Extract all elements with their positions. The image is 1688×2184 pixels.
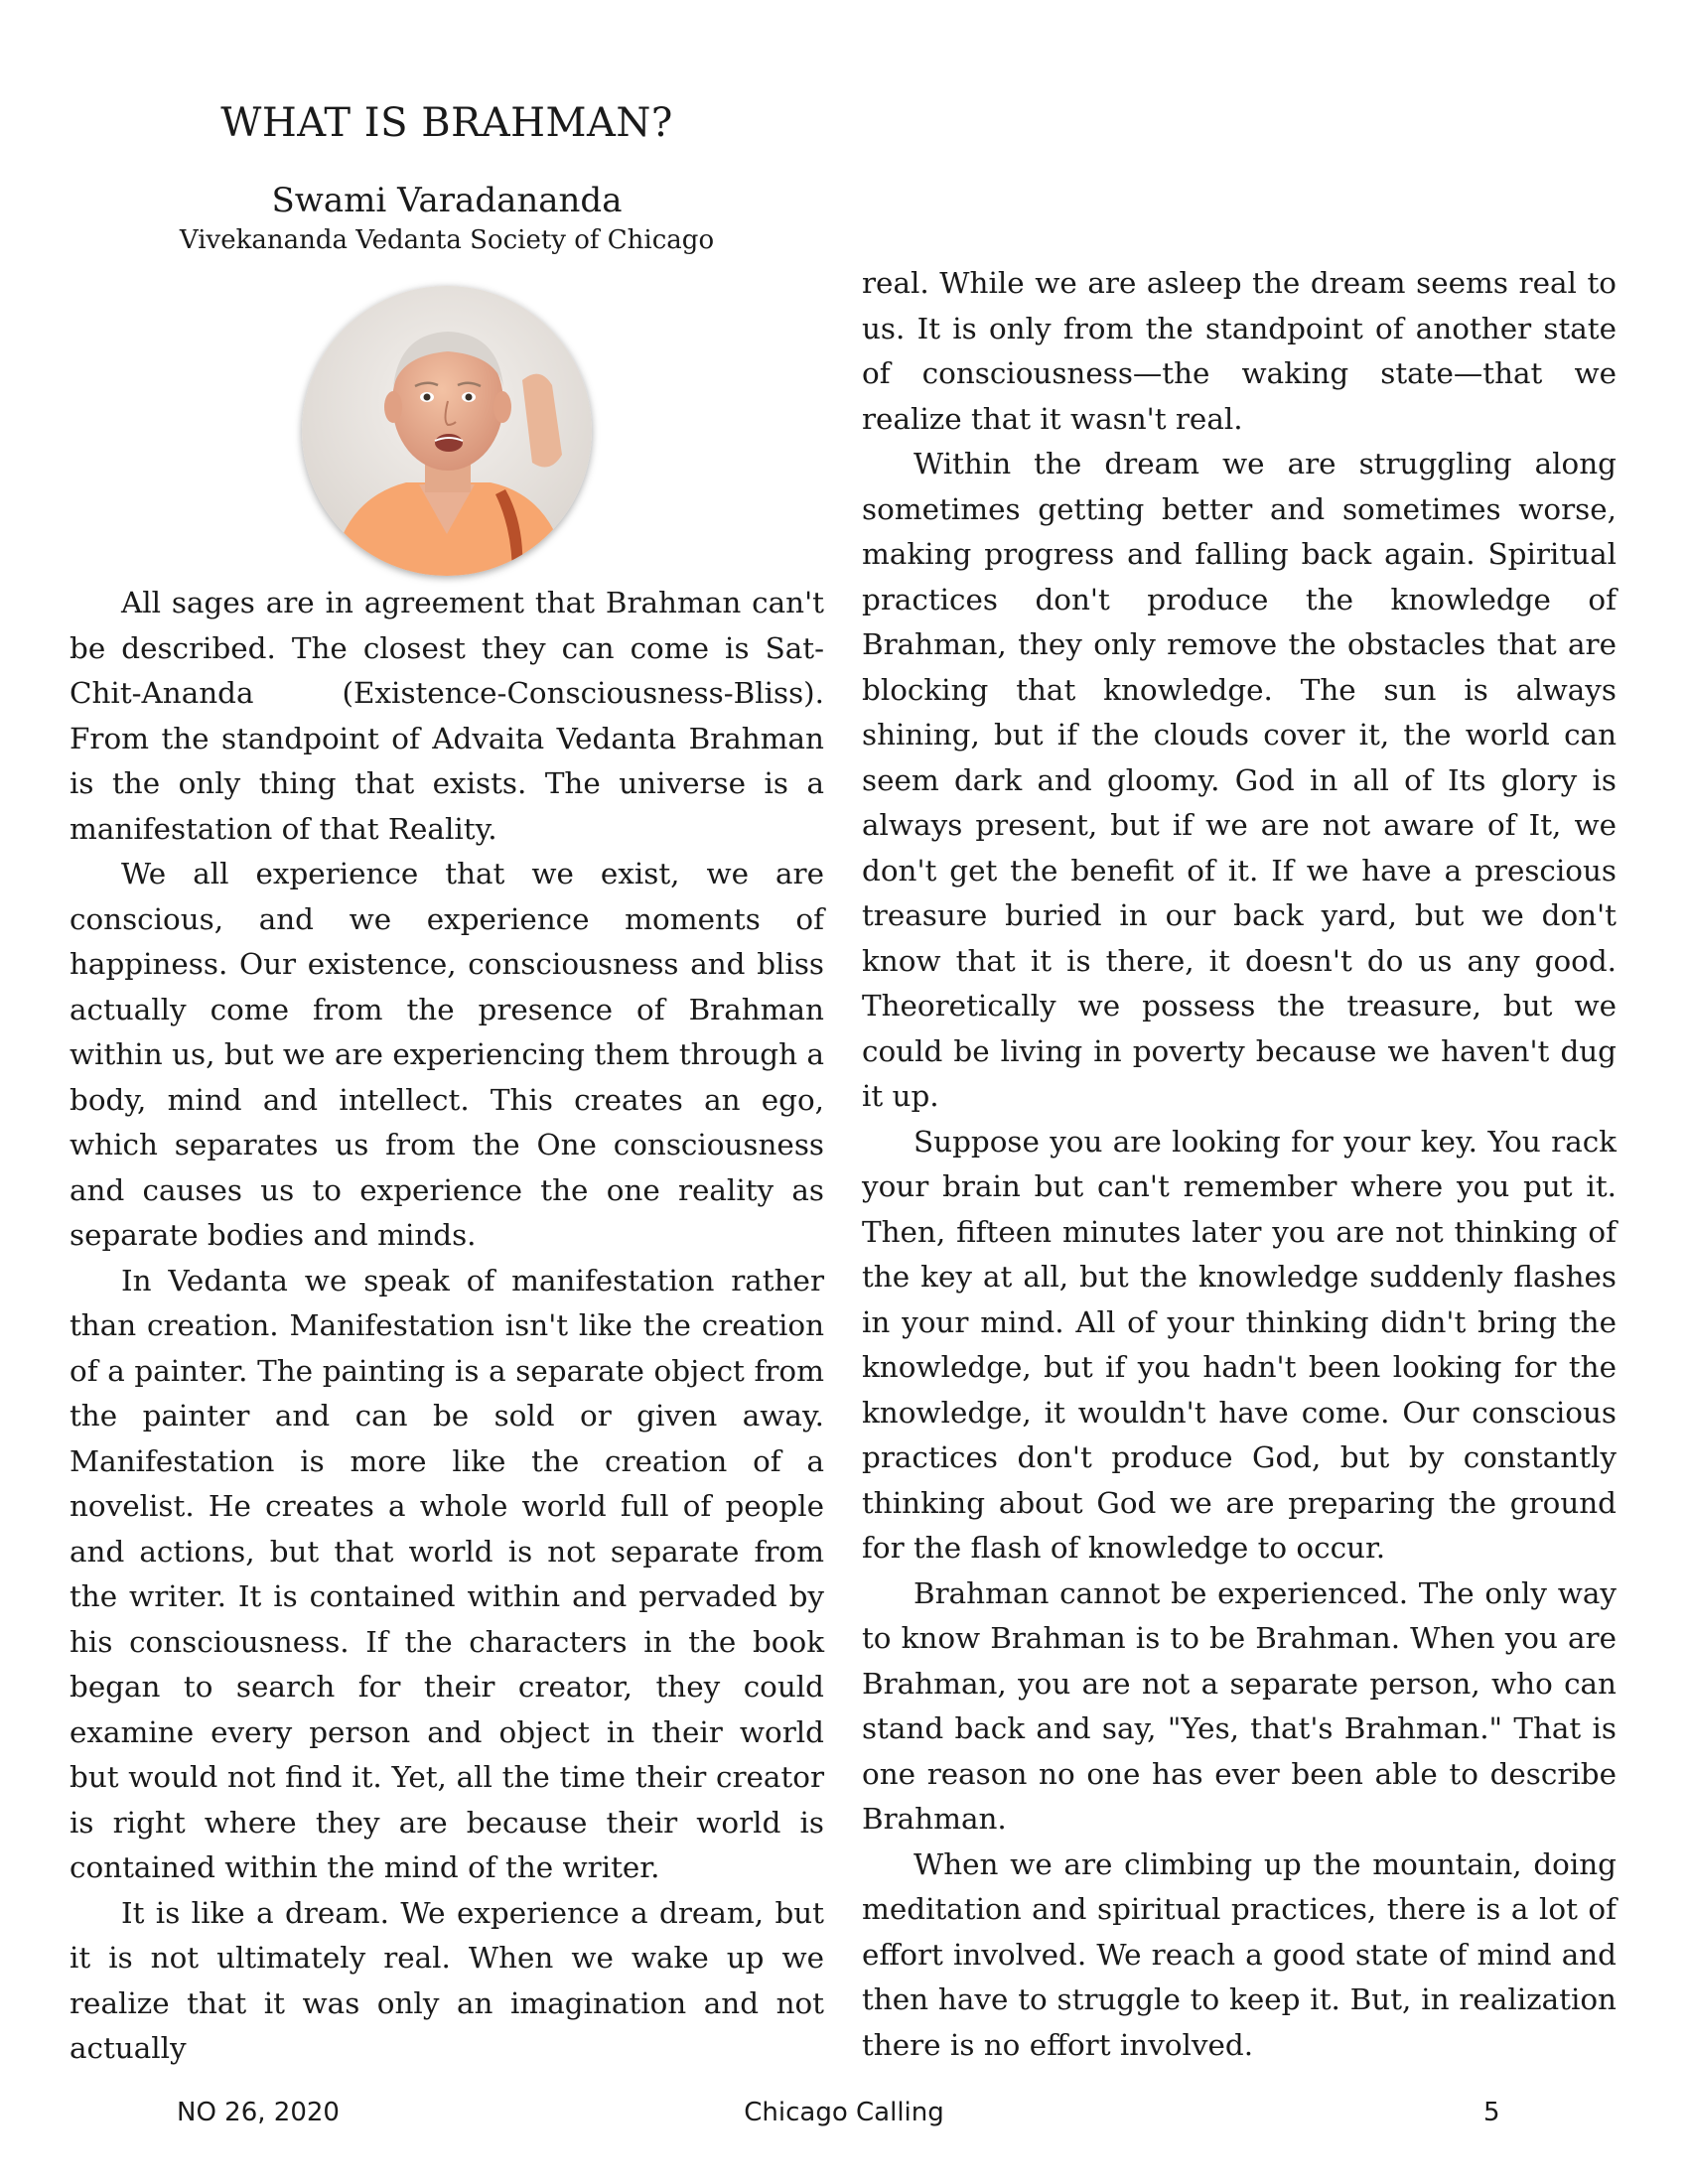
- body-paragraph: Within the dream we are struggling along sometimes getting better and sometimes worse, making progress and falling back again. Spiritual practices don't produce the knowledge of Brahman, they only remove the obstacles that are blocking that knowledge. The sun is always shining, but if the clouds cover it, the world can seem dark and gloomy. God in all of Its glory is always present, but if we are not aware of It, we don't get the benefit of it. If we have a prescious treasure buried in our back yard, but we don't know that it is there, it doesn't do us any good. Theoretically we possess the treasure, but we could be living in poverty because we haven't dug it up.: [862, 447, 1617, 1113]
- article-author: Swami Varadananda: [271, 181, 623, 220]
- body-paragraph: real. While we are asleep the dream seems real to us. It is only from the standpoint of another state of consciousness—the waking state—that we realize that it wasn't real.: [862, 266, 1617, 436]
- author-organization: Vivekananda Vedanta Society of Chicago: [179, 224, 715, 255]
- page-footer: [0, 2098, 1688, 2137]
- author-portrait-icon: [302, 286, 592, 576]
- body-paragraph: All sages are in agreement that Brahman can't be described. The closest they can come is Sat-Chit-Ananda (Existence-Consciousness-Bliss). From the standpoint of Advaita Vedanta Brahman is the only thing that exists. The universe is a manifestation of that Reality.: [70, 586, 824, 846]
- body-paragraph: We all experience that we exist, we are conscious, and we experience moments of happiness. Our existence, consciousness and bliss actually come from the presence of Brahman within us, but we are experiencing them through a body, mind and intellect. This creates an ego, which separates us from the One consciousness and causes us to experience the one reality as separate bodies and minds.: [70, 857, 824, 1252]
- body-paragraph: It is like a dream. We experience a dream, but it is not ultimately real. When we wake up we realize that it was only an imagination and not actually: [70, 1895, 824, 2065]
- article-title: WHAT IS BRAHMAN?: [220, 100, 673, 146]
- footer-date: NO 26, 2020: [177, 2098, 340, 2127]
- article-body-right-column: [862, 261, 1617, 2068]
- body-paragraph: Brahman cannot be experienced. The only way to know Brahman is to be Brahman. When you are Brahman, you are not a separate person, who can stand back and say, "Yes, that's Brahman." That is one reason no one has ever been able to describe Brahman.: [862, 1575, 1617, 1836]
- footer-publication: Chicago Calling: [744, 2098, 944, 2127]
- body-paragraph: In Vedanta we speak of manifestation rather than creation. Manifestation isn't like the creation of a painter. The painting is a separate object from the painter and can be sold or given away. Manifestation is more like the creation of a novelist. He creates a whole world full of people and actions, but that world is not separate from the writer. It is contained within and pervaded by his consciousness. If the characters in the book began to search for their creator, they could examine every person and object in their world but would not find it. Yet, all the time their creator is right where they are because their world is contained within the mind of the writer.: [70, 1263, 824, 1884]
- article-body-left-column: [70, 581, 824, 2072]
- body-paragraph: When we are climbing up the mountain, doing meditation and spiritual practices, there is a lot of effort involved. We reach a good state of mind and then have to struggle to keep it. But, in realization there is no effort involved.: [862, 1846, 1617, 2062]
- body-paragraph: Suppose you are looking for your key. You rack your brain but can't remember where you put it. Then, fifteen minutes later you are not thinking of the key at all, but the knowledge suddenly flashes in your mind. All of your thinking didn't bring the knowledge, but if you hadn't been looking for the knowledge, it wouldn't have come. Our conscious practices don't produce God, but by constantly thinking about God we are preparing the ground for the flash of knowledge to occur.: [862, 1124, 1617, 1565]
- article-header: [70, 99, 824, 256]
- footer-page-number: 5: [1483, 2098, 1500, 2127]
